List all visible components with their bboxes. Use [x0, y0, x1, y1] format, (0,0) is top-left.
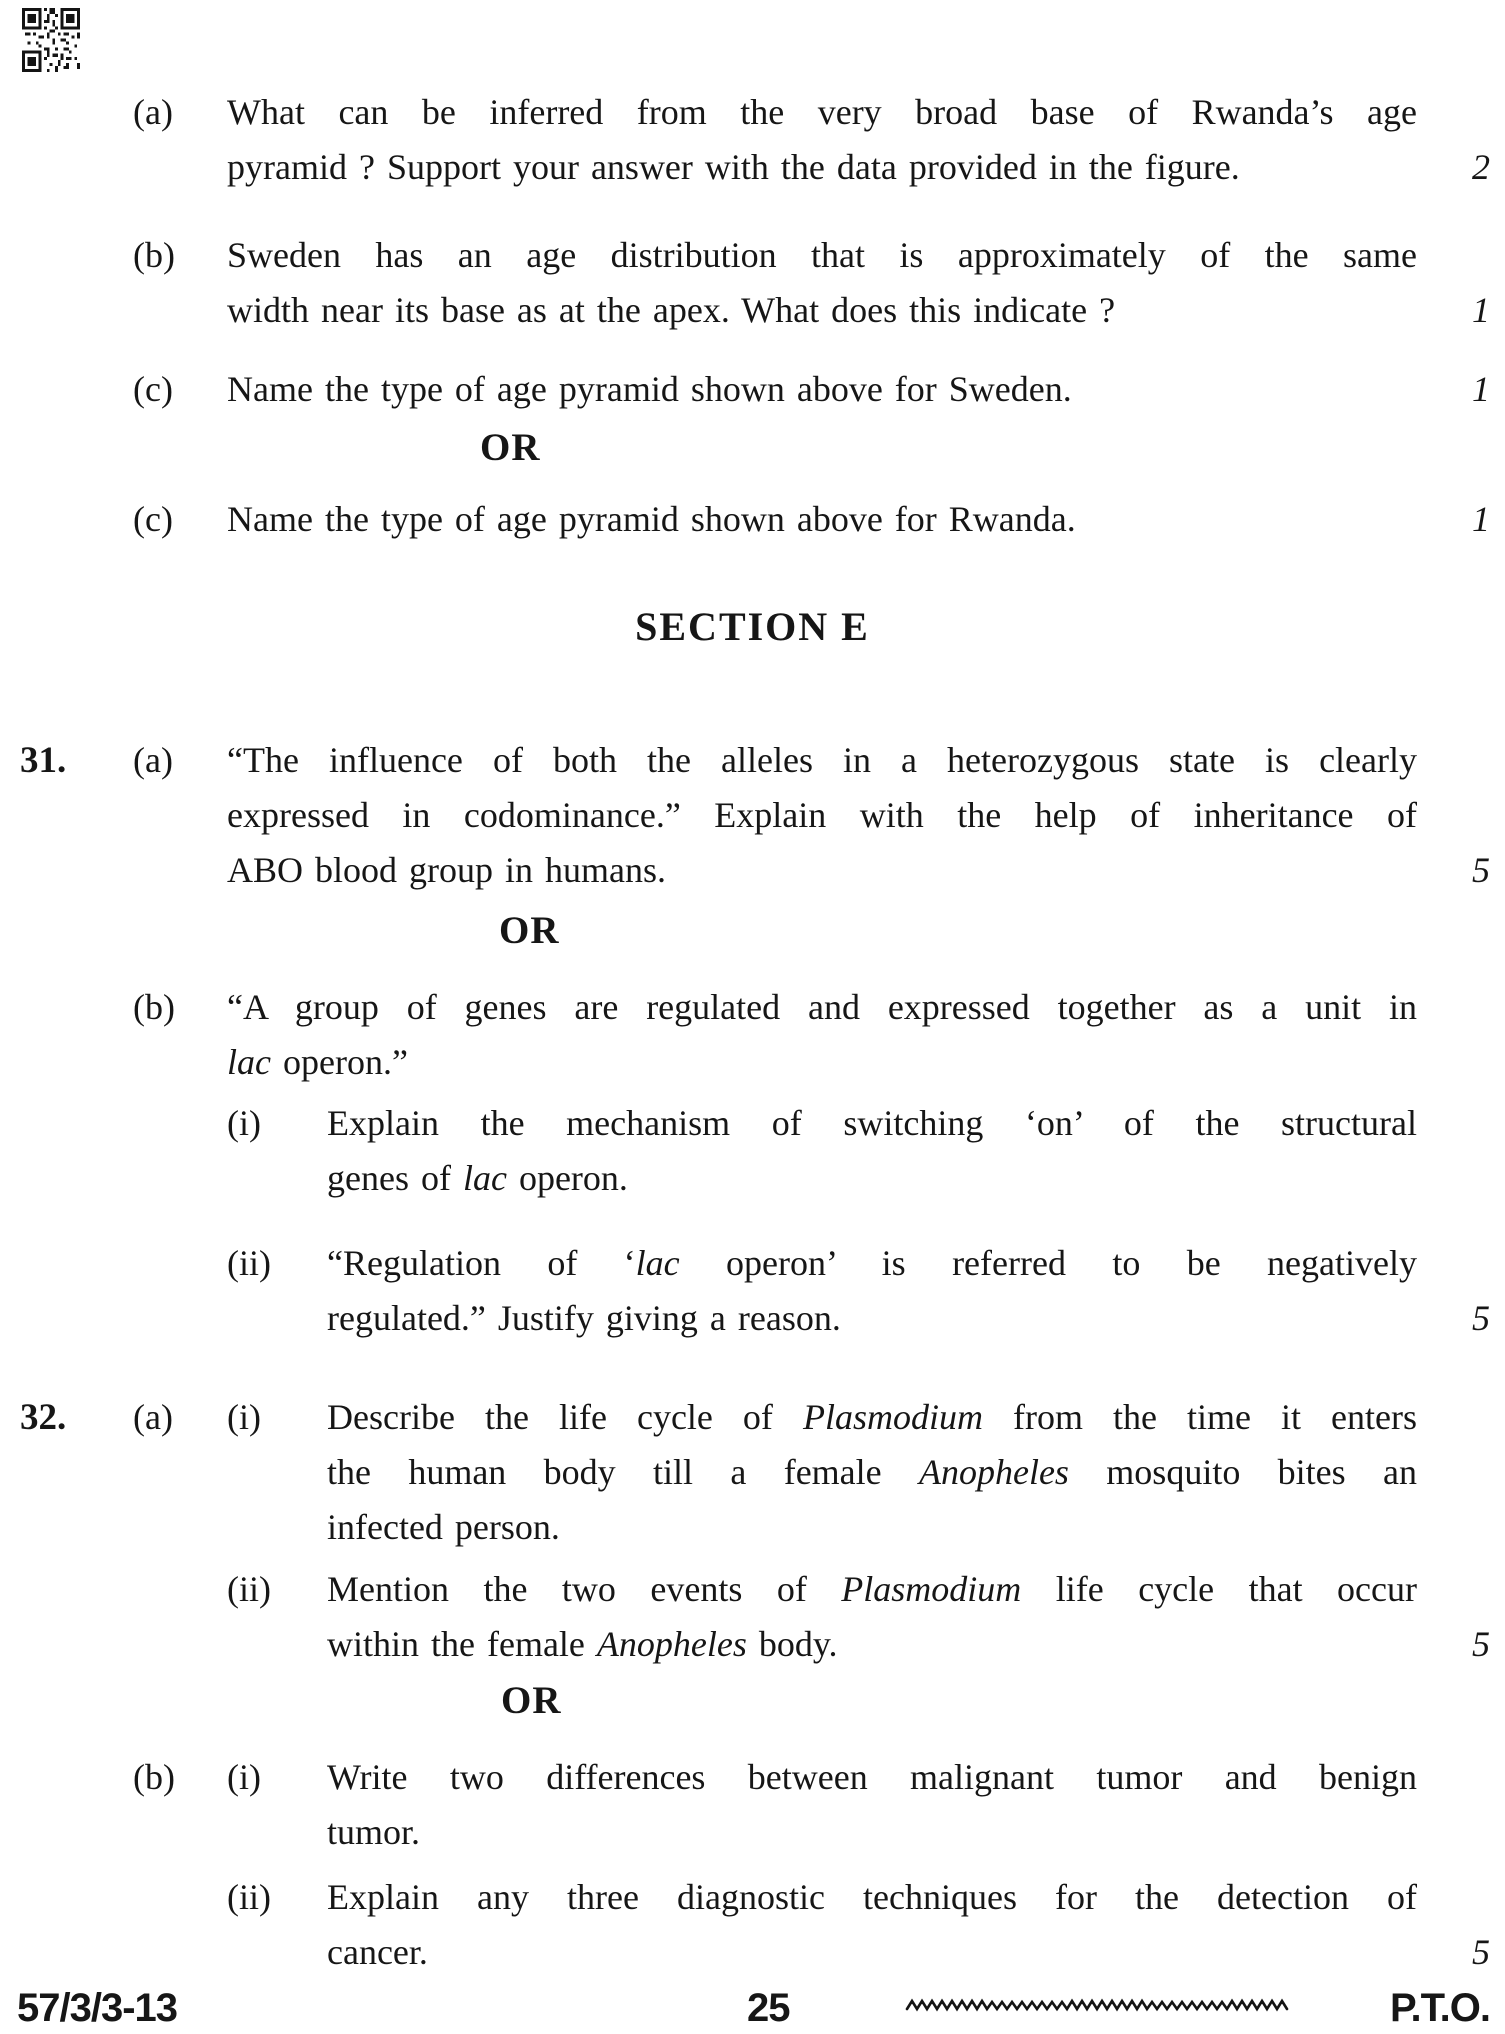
- marks-value: 5: [1472, 1624, 1490, 1664]
- question-text: [227, 85, 1417, 195]
- question-item-32a-i: [20, 1390, 1490, 1555]
- subpart-label: (ii): [227, 1877, 271, 1917]
- or-separator: OR: [480, 426, 541, 469]
- part-label: (b): [133, 987, 175, 1027]
- question-item-b: [20, 228, 1490, 338]
- text-line: Sweden has an age distribution that is approximately of the same: [227, 235, 1417, 275]
- part-label: (c): [133, 499, 173, 539]
- text-line: What can be inferred from the very broad base of Rwanda’s age: [227, 92, 1417, 132]
- qr-code-icon: [22, 8, 80, 72]
- subpart-label: (i): [227, 1103, 261, 1143]
- marks-value: 1: [1472, 369, 1490, 409]
- text-line: Explain the mechanism of switching ‘on’ of the structural: [327, 1103, 1417, 1143]
- italic-term: lac: [462, 1158, 507, 1198]
- question-item-c-rwanda: [20, 492, 1490, 547]
- text-line: pyramid ? Support your answer with the data provided in the figure.: [227, 147, 1240, 187]
- question-number: [20, 1236, 133, 1346]
- text-line: Name the type of age pyramid shown above for Rwanda.: [227, 499, 1076, 539]
- or-separator: OR: [499, 909, 560, 952]
- question-item-31b-ii: [20, 1236, 1490, 1346]
- subpart-label: (ii): [227, 1569, 271, 1609]
- question-text: [327, 1870, 1417, 1980]
- question-number: [20, 228, 133, 338]
- or-separator: OR: [501, 1679, 562, 1722]
- question-text: [227, 228, 1417, 338]
- text-line: expressed in codominance.” Explain with the help of inheritance of: [227, 795, 1417, 835]
- part-label: (c): [133, 369, 173, 409]
- question-number: 32.: [20, 1397, 67, 1438]
- italic-term: Anopheles: [918, 1452, 1069, 1492]
- text-line: “Regulation of ‘lac operon’ is referred to be negatively: [327, 1243, 1417, 1283]
- text-line: within the female Anopheles body.: [327, 1624, 838, 1664]
- part-label: [133, 1236, 227, 1346]
- part-label: (a): [133, 92, 173, 132]
- italic-term: Plasmodium: [802, 1397, 983, 1437]
- part-label: [133, 1870, 227, 1980]
- text-line: tumor.: [327, 1812, 421, 1852]
- text-line: ABO blood group in humans.: [227, 850, 666, 890]
- text-line: “A group of genes are regulated and expressed together as a unit in: [227, 987, 1417, 1027]
- question-text: [227, 362, 1417, 417]
- squiggle-line: [905, 1997, 1290, 2015]
- text-line: Explain any three diagnostic techniques for the detection of: [327, 1877, 1417, 1917]
- question-item-32a-ii: [20, 1562, 1490, 1672]
- question-number: [20, 1870, 133, 1980]
- marks-value: 2: [1472, 147, 1490, 187]
- question-item-31b-i: [20, 1096, 1490, 1206]
- question-item-c-sweden: [20, 362, 1490, 417]
- question-number: [20, 492, 133, 547]
- question-number: [20, 362, 133, 417]
- text-line: width near its base as at the apex. What does this indicate ?: [227, 290, 1116, 330]
- marks-value: 1: [1472, 499, 1490, 539]
- section-heading: SECTION E: [635, 604, 870, 649]
- text-line: genes of lac operon.: [327, 1158, 628, 1198]
- text-line: Name the type of age pyramid shown above for Sweden.: [227, 369, 1072, 409]
- marks-value: 5: [1472, 850, 1490, 890]
- question-item-32b-ii: [20, 1870, 1490, 1980]
- question-text: [327, 1562, 1417, 1672]
- question-text: [227, 980, 1417, 1090]
- question-text: [227, 492, 1417, 547]
- text-line: cancer.: [327, 1932, 428, 1972]
- italic-term: Plasmodium: [841, 1569, 1022, 1609]
- text-line: Write two differences between malignant tumor and benign: [327, 1757, 1417, 1797]
- part-label: [133, 1096, 227, 1206]
- subpart-label: (i): [227, 1397, 261, 1437]
- text-line: “The influence of both the alleles in a heterozygous state is clearly: [227, 740, 1417, 780]
- text-line: lac operon.”: [227, 1042, 408, 1082]
- subpart-label: (ii): [227, 1243, 271, 1283]
- marks-value: 5: [1472, 1298, 1490, 1338]
- italic-term: Anopheles: [596, 1624, 747, 1664]
- italic-term: lac: [635, 1243, 680, 1283]
- question-text: [227, 733, 1417, 898]
- question-text: [327, 1750, 1417, 1860]
- question-item-31b: [20, 980, 1490, 1090]
- text-line: Describe the life cycle of Plasmodium from the time it enters: [327, 1397, 1417, 1437]
- question-number: [20, 1562, 133, 1672]
- text-line: Mention the two events of Plasmodium life cycle that occur: [327, 1569, 1417, 1609]
- subpart-label: (i): [227, 1757, 261, 1797]
- pto-label: P.T.O.: [1390, 1986, 1490, 2030]
- question-text: [327, 1096, 1417, 1206]
- question-number: [20, 980, 133, 1090]
- part-label: [133, 1562, 227, 1672]
- question-item-31a: [20, 733, 1490, 898]
- question-text: [327, 1390, 1417, 1555]
- italic-term: lac: [227, 1042, 271, 1082]
- page-number: 25: [747, 1986, 790, 2030]
- text-line: infected person.: [327, 1507, 560, 1547]
- question-text: [327, 1236, 1417, 1346]
- marks-value: 1: [1472, 290, 1490, 330]
- part-label: (b): [133, 1757, 175, 1797]
- question-number: [20, 85, 133, 195]
- marks-value: 5: [1472, 1932, 1490, 1972]
- question-item-a: [20, 85, 1490, 195]
- part-label: (a): [133, 1397, 173, 1437]
- question-number: [20, 1750, 133, 1860]
- question-number: 31.: [20, 740, 67, 781]
- question-number: [20, 1096, 133, 1206]
- paper-code: 57/3/3-13: [17, 1986, 178, 2030]
- text-line: the human body till a female Anopheles mosquito bites an: [327, 1452, 1417, 1492]
- part-label: (b): [133, 235, 175, 275]
- part-label: (a): [133, 740, 173, 780]
- text-line: regulated.” Justify giving a reason.: [327, 1298, 841, 1338]
- question-item-32b-i: [20, 1750, 1490, 1860]
